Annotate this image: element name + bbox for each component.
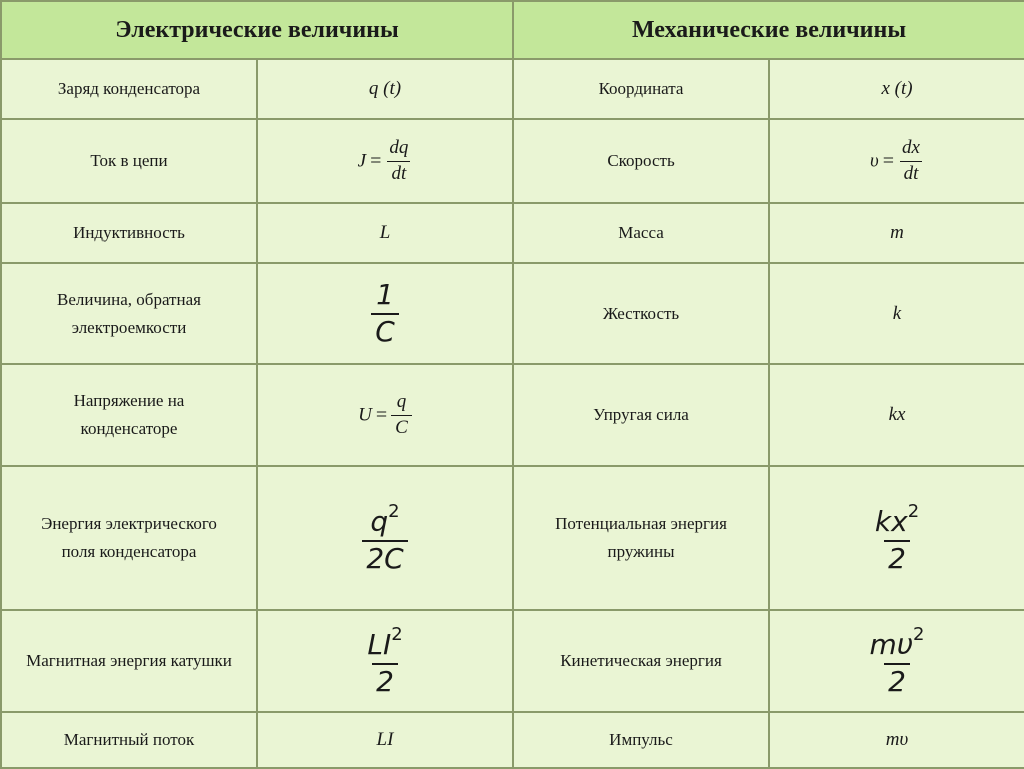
numerator-base: LI	[367, 627, 392, 661]
equals-sign: =	[370, 150, 382, 172]
table-row	[1, 712, 1024, 768]
table-row	[1, 466, 1024, 610]
fraction	[371, 277, 399, 348]
fraction-denominator: C	[391, 415, 412, 439]
table-row	[1, 364, 1024, 466]
name-line-2: поля конденсатора	[61, 542, 197, 561]
fraction-numerator: dx	[902, 136, 920, 158]
mechanical-quantity-name: Скорость	[513, 119, 769, 203]
mechanical-quantity-formula: k	[769, 263, 1024, 364]
electric-quantity-name: Магнитный поток	[1, 712, 257, 768]
exponent: 2	[391, 623, 403, 645]
electric-quantity-name: Индуктивность	[1, 203, 257, 263]
fraction-denominator: C	[371, 313, 399, 348]
fraction-denominator: 2C	[362, 540, 407, 575]
mechanical-quantity-name	[513, 466, 769, 610]
name-line-2: пружины	[607, 542, 675, 561]
mechanical-quantity-formula: x (t)	[769, 59, 1024, 119]
mechanical-quantity-name: Кинетическая энергия	[513, 610, 769, 712]
name-line-1: Величина, обратная	[57, 289, 201, 309]
fraction-numerator	[871, 502, 923, 540]
table-row	[1, 59, 1024, 119]
equals-sign: =	[882, 150, 895, 172]
mechanical-quantity-name: Упругая сила	[513, 364, 769, 466]
mechanical-quantity-name: Координата	[513, 59, 769, 119]
mechanical-quantity-name: Масса	[513, 203, 769, 263]
name-line-2: электроемкости	[71, 317, 187, 337]
electric-quantity-formula	[257, 364, 513, 466]
fraction-denominator: dt	[387, 161, 410, 185]
exponent: 2	[388, 500, 400, 522]
table-row	[1, 119, 1024, 203]
exponent: 2	[913, 623, 925, 645]
fraction	[866, 625, 929, 698]
fraction	[385, 138, 412, 185]
electric-quantity-name	[1, 364, 257, 466]
electric-quantity-name: Ток в цепи	[1, 119, 257, 203]
fraction-denominator: 2	[884, 663, 910, 698]
header-row	[1, 1, 1024, 59]
equals-sign: =	[375, 404, 388, 426]
electric-quantity-name	[1, 263, 257, 364]
header-mechanical: Механические величины	[513, 1, 1024, 59]
electric-quantity-formula	[257, 119, 513, 203]
electric-quantity-name: Заряд конденсатора	[1, 59, 257, 119]
mechanical-quantity-formula	[769, 610, 1024, 712]
fraction-denominator: 2	[884, 540, 910, 575]
fraction	[363, 625, 406, 698]
mechanical-quantity-formula: kx	[769, 364, 1024, 466]
mechanical-quantity-name: Жесткость	[513, 263, 769, 364]
formula-lhs: υ	[870, 150, 879, 171]
table-row	[1, 203, 1024, 263]
table-row	[1, 263, 1024, 364]
mechanical-quantity-formula: m	[769, 203, 1024, 263]
fraction-numerator: dq	[389, 136, 409, 158]
mechanical-quantity-name: Импульс	[513, 712, 769, 768]
electric-quantity-formula: L	[257, 203, 513, 263]
name-line-2: конденсаторе	[80, 419, 178, 438]
fraction	[362, 502, 407, 575]
fraction-numerator	[366, 502, 403, 540]
electric-quantity-formula	[257, 466, 513, 610]
formula-lhs: U	[358, 404, 372, 425]
formula-lhs: J	[357, 150, 367, 171]
numerator-base: mυ	[869, 627, 914, 661]
mechanical-quantity-formula: mυ	[769, 712, 1024, 768]
fraction-denominator: dt	[900, 161, 923, 185]
name-line-1: Потенциальная энергия	[555, 514, 727, 533]
electric-quantity-formula: LI	[257, 712, 513, 768]
electric-quantity-formula	[257, 263, 513, 364]
fraction	[871, 502, 923, 575]
name-line-1: Напряжение на	[73, 391, 185, 410]
fraction	[391, 392, 412, 439]
exponent: 2	[907, 500, 920, 522]
mechanical-quantity-formula	[769, 466, 1024, 610]
fraction-numerator: 1	[376, 277, 394, 311]
numerator-base: kx	[874, 504, 908, 538]
electric-quantity-formula	[257, 610, 513, 712]
fraction-numerator: q	[396, 390, 407, 412]
fraction-denominator: 2	[372, 663, 398, 698]
electric-quantity-name: Магнитная энергия катушки	[1, 610, 257, 712]
name-line-1: Энергия электрического	[41, 514, 217, 533]
electric-quantity-name	[1, 466, 257, 610]
header-electric: Электрические величины	[1, 1, 513, 59]
fraction	[898, 138, 924, 185]
electric-quantity-formula: q (t)	[257, 59, 513, 119]
numerator-base: q	[370, 504, 389, 538]
fraction-numerator	[363, 625, 406, 663]
table-row	[1, 610, 1024, 712]
fraction-numerator	[866, 625, 929, 663]
mechanical-quantity-formula	[769, 119, 1024, 203]
